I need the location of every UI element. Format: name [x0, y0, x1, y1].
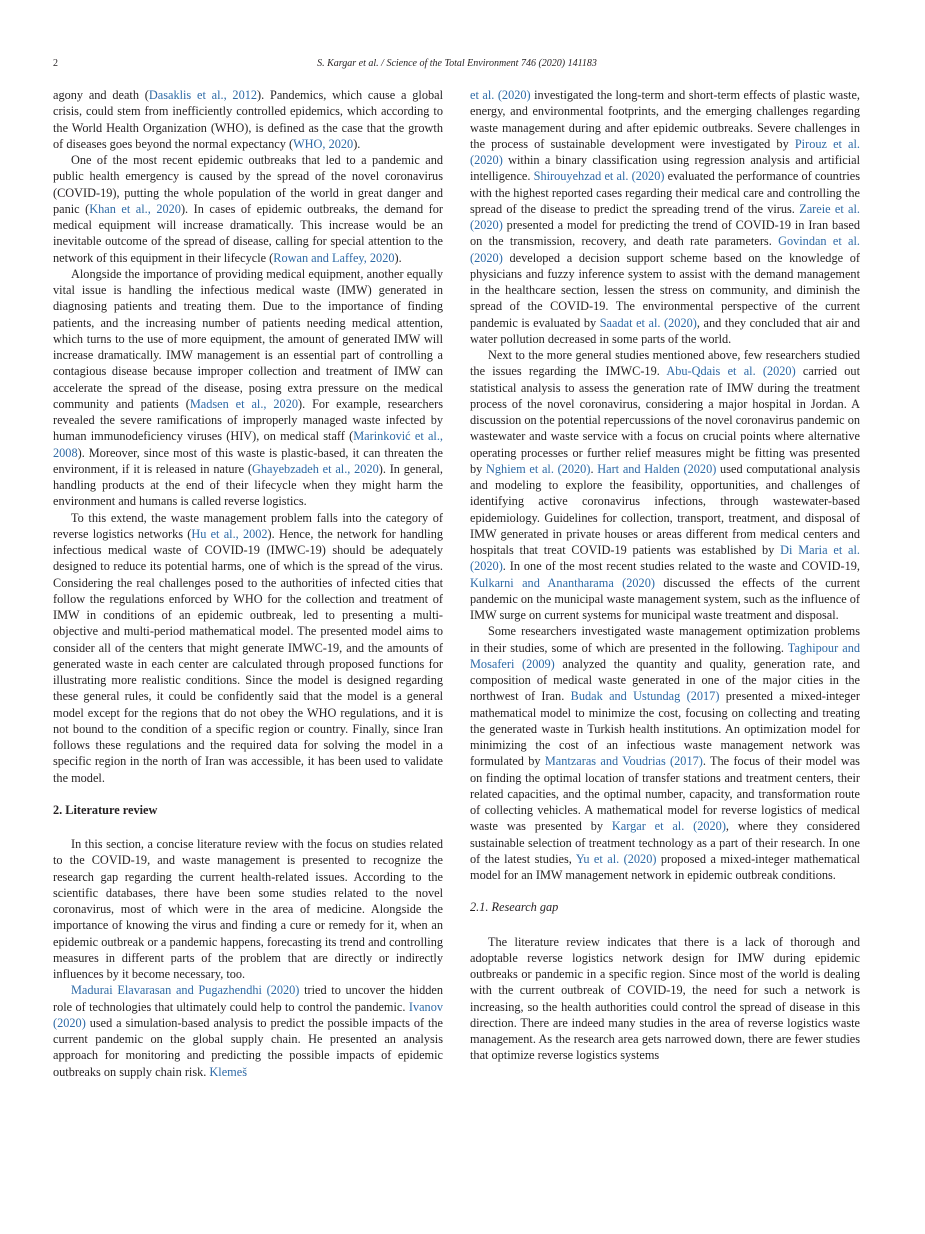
paragraph: Some researchers investigated waste management optimization problems in their studies, some of which are presented in the following. Taghipour and Mosaferi (2009) analyzed the quantity and quality, generation rate, and composition of medical waste generated in one of the major cities in the northwest of Iran. Budak and Ustundag (2017) presented a mixed-integer mathematical model to minimize the cost, focusing on collecting and treating the generated waste in Turkish health institutions. An optimization model for minimizing the cost of an infectious waste management network was formulated by Mantzaras and Voudrias (2017). The focus of their model was on finding the optimal location of transfer stations and treatment centers, their related capacities, and the optimal number, capacity, and transformation route of collecting vehicles. A mathematical model for reverse logistics of medical waste was presented by Kargar et al. (2020), where they considered sustainable selection of treatment technology as a part of their research. In one of the latest studies, Yu et al. (2020) proposed a mixed-integer mathematical model for an IMW management network in epidemic outbreak conditions.: [470, 624, 861, 882]
paragraph: In this section, a concise literature review with the focus on studies related to the COVID-19, and waste management is presented to recognize the research gap regarding the current health-related issues. According to the scientific databases, there have been some studies related to the novel coronavirus, most of which were in the area of medicine. Alongside the importance of knowing the virus and finding a cure or remedy for it, when an epidemic outbreak or a pandemic happens, forecasting its trend and controlling measures in different parts of the problem that are directly or indirectly influences by it become necessary, too.: [53, 837, 443, 981]
paragraph: Alongside the importance of providing medical equipment, another equally vital issue is handling the infectious medical waste (IMW) generated in diagnosing patients and treating them. Due to the importance of finding patients, and the increasing number of patients needing medical attention, which turns to the use of more equipment, the amount of generated IMW will increase dramatically. IMW management is an essential part of controlling a contagious disease because improper collection and treatment of IMW can accelerate the spread of the disease, posing extra pressure on the medical community and patients (Madsen et al., 2020). For example, researchers revealed the severe ramifications of improperly managed waste infected by human immunodeficiency viruses (HIV), on medical staff (Marinković et al., 2008). Moreover, since most of this waste is plastic-based, it can threaten the environment, if it is released in nature (Ghayebzadeh et al., 2020). In general, handling products at the end of their lifecycle when they might harm the environment and humans is called reverse logistics.: [53, 266, 443, 509]
paragraph: To this extend, the waste management problem falls into the category of reverse logistics networks (Hu et al., 2002). Hence, the network for handling infectious medical waste of COVID-19 (IMWC-19) should be adequately designed to reduce its potential harms, one of which is the spread of the virus. Considering the real challenges posed to the authorities of infected cities that follow the regulations enforced by WHO for the collection and treatment of IMW in conditions of an epidemic outbreak, led to presenting a multi-objective and multi-period mathematical model. The presented model aims to consider all of the centers that might generate IMWC-19, and the amounts of generated waste in each center are calculated through proposed functions for illustrating more realistic conditions. Since the model is designed regarding these general rules, it could be confidently said that the model is a general model except for the regions that do not obey the WHO regulations, and it is not bound to the condition of a specific region or country. Finally, since Iran follows these regulations and the required data for solving the model in a specific region in the north of Iran was accessible, it has been used to validate the model.: [53, 510, 443, 785]
citation-link[interactable]: Saadat et al. (2020): [599, 315, 697, 330]
citation-link[interactable]: Zareie et al. (2020): [470, 201, 861, 232]
citation-link[interactable]: Govindan et al. (2020): [470, 234, 860, 265]
citation-link[interactable]: Klemeš: [209, 1064, 247, 1079]
citation-link[interactable]: Shirouyehzad et al. (2020): [533, 169, 665, 184]
paragraph: agony and death (Dasaklis et al., 2012). Pandemics, which cause a global crisis, could stem from inefficiently controlled epidemics, which according to the World Health Organization (WHO), is defined as the case that the growth of diseases goes beyond the normal expectancy (WHO, 2020).: [53, 88, 443, 151]
citation-link[interactable]: Marinković et al., 2008: [53, 429, 443, 460]
citation-link[interactable]: WHO, 2020: [293, 136, 354, 151]
journal-running-head: S. Kargar et al. / Science of the Total Environment 746 (2020) 141183: [317, 58, 597, 69]
citation-link[interactable]: Pirouz et al. (2020): [470, 136, 861, 167]
citation-link[interactable]: Madurai Elavarasan and Pugazhendhi (2020): [71, 983, 300, 998]
left-column: [53, 87, 443, 1080]
citation-link[interactable]: Hu et al., 2002: [191, 526, 268, 541]
page-number: 2: [53, 58, 58, 69]
citation-link[interactable]: Mantzaras and Voudrias (2017): [544, 754, 703, 769]
citation-link[interactable]: Ivanov (2020): [53, 999, 443, 1030]
citation-link[interactable]: Khan et al., 2020: [89, 201, 181, 216]
subsection-heading: 2.1. Research gap: [470, 900, 559, 915]
paragraph: et al. (2020) investigated the long-term and short-term effects of plastic waste, energy, and environmental footprints, and the emerging challenges regarding waste management during and after epidemic outbreaks. Severe challenges in the process of sustainable development were investigated by Pirouz et al. (2020) within a binary classification using regression analysis and artificial intelligence. Shirouyehzad et al. (2020) evaluated the performance of countries with the highest reported cases regarding their medical care and controlling the spread of the disease to predict the spreading trend of the virus. Zareie et al. (2020) presented a model for predicting the trend of COVID-19 in Iran based on the transmission, recovery, and death rate parameters. Govindan et al. (2020) developed a decision support scheme based on the knowledge of physicians and fuzzy inference system to assist with the demand management in the healthcare section, lessen the stress on community, and diminish the spread of the COVID-19. The environmental perspective of the current pandemic is evaluated by Saadat et al. (2020), and they concluded that air and water pollution decreased in some parts of the world.: [470, 88, 861, 346]
citation-link[interactable]: Ghayebzadeh et al., 2020: [251, 461, 379, 476]
citation-link[interactable]: Yu et al. (2020): [575, 851, 657, 866]
citation-link[interactable]: Rowan and Laffey, 2020: [273, 250, 395, 265]
citation-link[interactable]: Di Maria et al. (2020): [470, 543, 860, 574]
citation-link[interactable]: Hart and Halden (2020): [597, 461, 717, 476]
paragraph: Madurai Elavarasan and Pugazhendhi (2020) tried to uncover the hidden role of technologies that ultimately could help to control the pandemic. Ivanov (2020) used a simulation-based analysis to predict the possible impacts of the current pandemic on the global supply chain. He presented an analysis approach for monitoring and predicting the possible impacts of epidemic outbreaks on supply chain risk. Klemeš: [53, 983, 443, 1079]
citation-link[interactable]: Abu-Qdais et al. (2020): [666, 364, 796, 379]
citation-link[interactable]: Nghiem et al. (2020): [486, 461, 591, 476]
citation-link[interactable]: Kulkarni and Anantharama (2020): [470, 575, 655, 590]
paragraph: One of the most recent epidemic outbreaks that led to a pandemic and public health emergency is caused by the spread of the novel coronavirus (COVID-19), putting the whole population of the world in great danger and panic (Khan et al., 2020). In cases of epidemic outbreaks, the demand for medical equipment will increase dramatically. This increase would be an inevitable outcome of the spread of disease, calling for special attention to the network of this equipment in their lifecycle (Rowan and Laffey, 2020).: [53, 153, 443, 265]
paragraph: Next to the more general studies mentioned above, few researchers studied the issues regarding the IMWC-19. Abu-Qdais et al. (2020) carried out statistical analysis to assess the generation rate of IMW during the treatment process of the novel coronavirus, considering a major hospital in Jordan. A discussion on the potential repercussions of the novel coronavirus pandemic on wastewater and waste service with a focus on crucial points where alternative operating processes or further relief measures might be fitting was presented by Nghiem et al. (2020). Hart and Halden (2020) used computational analysis and modeling to explore the feasibility, opportunities, and challenges of identifying active coronavirus infections, through wastewater-based epidemiology. Guidelines for collection, transport, treatment, and disposal of IMW generated in private houses or areas different from medical centers and hospitals that treat COVID-19 patients was established by Di Maria et al. (2020). In one of the most recent studies related to the waste and COVID-19, Kulkarni and Anantharama (2020) discussed the effects of the current pandemic on the municipal waste management system, such as the influence of IMW surge on current systems for municipal waste treatment and disposal.: [470, 348, 861, 622]
citation-link[interactable]: et al. (2020): [470, 88, 531, 102]
citation-link[interactable]: Taghipour and Mosaferi (2009): [470, 640, 860, 671]
paragraph: The literature review indicates that there is a lack of thorough and adoptable reverse logistics network design for IMW during epidemic outbreaks or pandemic in a specific region. Since most of the world is dealing with the current outbreak of COVID-19, the need for such a network is increasing, so the health authorities could control the spread of disease in this direction. There are indeed many studies in the area of reverse logistics waste management. As the research area gets narrowed down, there are fewer studies that optimize reverse logistics systems: [470, 934, 860, 1063]
right-column: [470, 87, 860, 1064]
citation-link[interactable]: Budak and Ustundag (2017): [570, 689, 720, 704]
section-heading: 2. Literature review: [53, 802, 158, 817]
citation-link[interactable]: Madsen et al., 2020: [189, 396, 298, 411]
citation-link[interactable]: Kargar et al. (2020): [611, 819, 726, 834]
running-header: [53, 57, 861, 71]
citation-link[interactable]: Dasaklis et al., 2012: [148, 88, 258, 102]
